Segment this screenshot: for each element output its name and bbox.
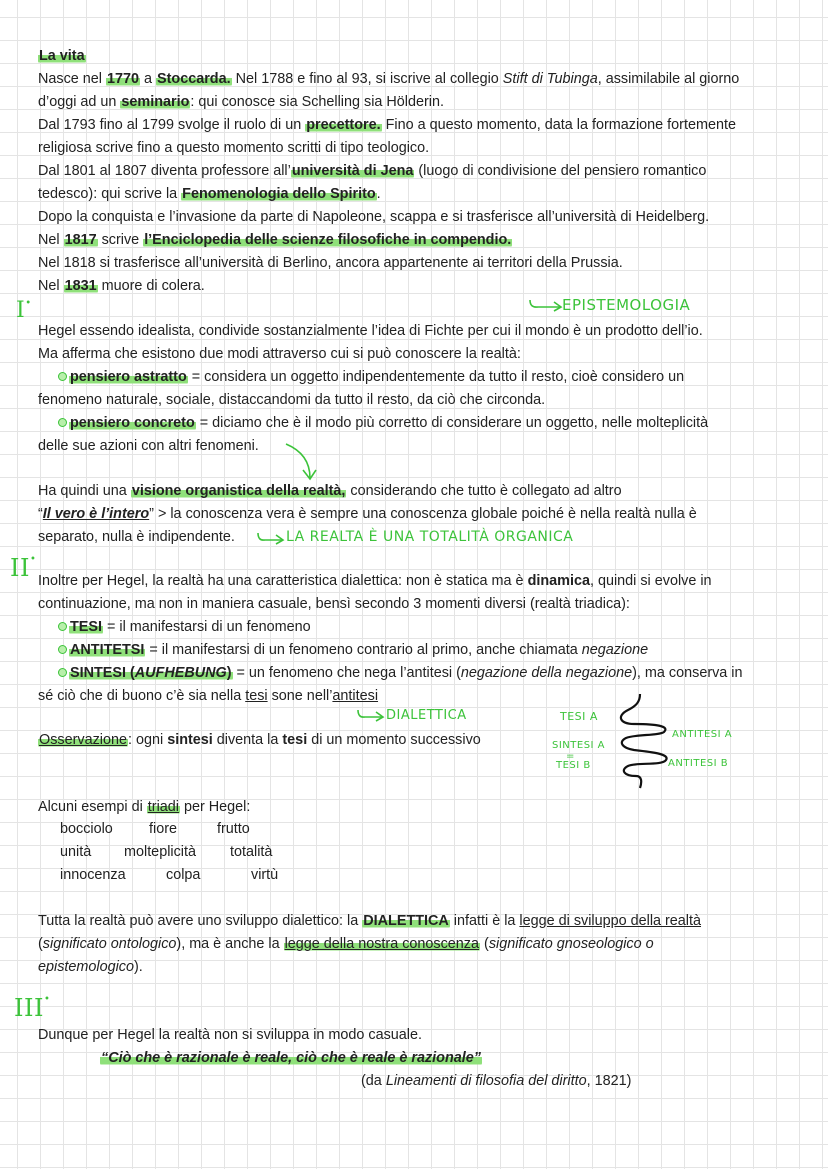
triad-cell: unità	[60, 844, 92, 860]
triad-cell: totalità	[230, 844, 273, 860]
label-equals: =	[566, 751, 575, 762]
bullet-pensiero-astratto-cont: fenomeno naturale, sociale, distaccandomi da tutto il resto, da ciò che circonda.	[38, 392, 546, 408]
bullet-tesi: TESI = il manifestarsi di un fenomeno	[58, 618, 311, 636]
note-realta-organica: LA REALTA È UNA TOTALITÀ ORGANICA	[286, 529, 574, 545]
arrow-down-icon	[282, 440, 322, 482]
arrow-right-icon	[356, 708, 386, 724]
vita-line-3: Dal 1793 fino al 1799 svolge il ruolo di un precettore. Fino a questo momento, data la formazione fortemente	[38, 117, 736, 133]
esempi-title: Alcuni esempi di triadi per Hegel:	[38, 799, 251, 815]
vita-line-2: d’oggi ad un seminario: qui conosce sia Schelling sia Hölderin.	[38, 94, 444, 110]
triad-cell: molteplicità	[124, 844, 196, 860]
bullet-icon	[58, 645, 67, 654]
triad-cell: bocciolo	[60, 821, 113, 837]
vita-line-7: Dopo la conquista e l’invasione da parte di Napoleone, scappa e si trasferisce all’università di Heidelberg.	[38, 209, 710, 225]
arrow-right-icon	[528, 298, 564, 314]
label-tesi-a: TESI A	[560, 710, 598, 723]
vita-line-4: religiosa scrive fino a questo momento scritti di tipo teologico.	[38, 140, 430, 156]
note-dialettica: DIALETTICA	[386, 708, 467, 723]
label-sintesi-a: SINTESI A	[552, 740, 606, 751]
vita-line-5: Dal 1801 al 1807 diventa professore all’università di Jena (luogo di condivisione del pensiero romantico	[38, 163, 707, 179]
dialettica-line-2: (significato ontologico), ma è anche la legge della nostra conoscenza (significato gnoseologico o	[38, 936, 654, 952]
label-antitesi-a: ANTITESI A	[672, 729, 733, 740]
sec2-p2: continuazione, ma non in maniera casuale, bensì secondo 3 momenti diversi (realtà triadica):	[38, 596, 630, 612]
sec3-p1: Dunque per Hegel la realtà non si sviluppa in modo casuale.	[38, 1027, 422, 1043]
bullet-pensiero-concreto-cont: delle sue azioni con altri fenomeni.	[38, 438, 259, 454]
bullet-icon	[58, 418, 67, 427]
spiral-icon	[612, 692, 674, 790]
section-marker-1: I•	[16, 298, 32, 323]
arrow-right-icon	[256, 530, 286, 546]
bullet-icon	[58, 668, 67, 677]
bullet-pensiero-concreto: pensiero concreto = diciamo che è il modo più corretto di considerare un oggetto, nelle molteplicità	[58, 414, 708, 432]
bullet-antitesi: ANTITETSI = il manifestarsi di un fenomeno contrario al primo, anche chiamata negazione	[58, 641, 648, 659]
vita-line-8: Nel 1817 scrive l’Enciclopedia delle scienze filosofiche in compendio.	[38, 232, 512, 248]
sec1-p5: separato, nulla è indipendente.	[38, 529, 235, 545]
sec1-p1: Hegel essendo idealista, condivide sostanzialmente l’idea di Fichte per cui il mondo è un prodotto dell’io.	[38, 323, 703, 339]
vita-line-6: tedesco): qui scrive la Fenomenologia dello Spirito.	[38, 186, 381, 202]
sec2-p1: Inoltre per Hegel, la realtà ha una caratteristica dialettica: non è statica ma è dinamica, quindi si evolve in	[38, 573, 712, 589]
bullet-pensiero-astratto: pensiero astratto = considera un oggetto indipendentemente da tutto il resto, cioè considero un	[58, 368, 684, 386]
bullet-sintesi: SINTESI (AUFHEBUNG) = un fenomeno che nega l’antitesi (negazione della negazione), ma conserva in	[58, 664, 743, 682]
triad-cell: frutto	[217, 821, 250, 837]
section-marker-2: II•	[10, 554, 37, 582]
triad-cell: virtù	[251, 867, 279, 883]
sec1-p4: “Il vero è l’intero” > la conoscenza vera è sempre una conoscenza globale poiché è nella realtà nulla è	[38, 506, 697, 522]
triad-cell: innocenza	[60, 867, 126, 883]
bullet-icon	[58, 622, 67, 631]
sec1-p3: Ha quindi una visione organistica della realtà, considerando che tutto è collegato ad altro	[38, 483, 622, 499]
section-marker-3: III•	[14, 994, 51, 1022]
bullet-sintesi-cont: sé ciò che di buono c’è sia nella tesi sone nell’antitesi	[38, 688, 379, 704]
vita-line-9: Nel 1818 si trasferisce all’università di Berlino, ancora appartenente ai territori della Prussia.	[38, 255, 623, 271]
note-epistemologia: EPISTEMOLOGIA	[562, 296, 691, 314]
quote-source: (da Lineamenti di filosofia del diritto, 1821)	[361, 1073, 632, 1089]
hegel-quote: “Ciò che è razionale è reale, ciò che è reale è razionale”	[101, 1050, 481, 1066]
label-antitesi-b: ANTITESI B	[668, 758, 729, 769]
vita-line-1: Nasce nel 1770 a Stoccarda. Nel 1788 e fino al 93, si iscrive al collegio Stift di Tubinga, assimilabile al giorno	[38, 71, 740, 87]
dialettica-line-1: Tutta la realtà può avere uno sviluppo dialettico: la DIALETTICA infatti è la legge di sviluppo della realtà	[38, 913, 702, 929]
sec1-p2: Ma afferma che esistono due modi attraverso cui si può conoscere la realtà:	[38, 346, 521, 362]
dialettica-line-3: epistemologico).	[38, 959, 143, 975]
section-title-la-vita: La vita	[39, 48, 85, 64]
label-tesi-b: TESI B	[556, 760, 591, 771]
triad-cell: colpa	[166, 867, 201, 883]
osservazione: Osservazione: ogni sintesi diventa la tesi di un momento successivo	[39, 732, 481, 748]
bullet-icon	[58, 372, 67, 381]
vita-line-10: Nel 1831 muore di colera.	[38, 278, 205, 294]
triad-cell: fiore	[149, 821, 177, 837]
